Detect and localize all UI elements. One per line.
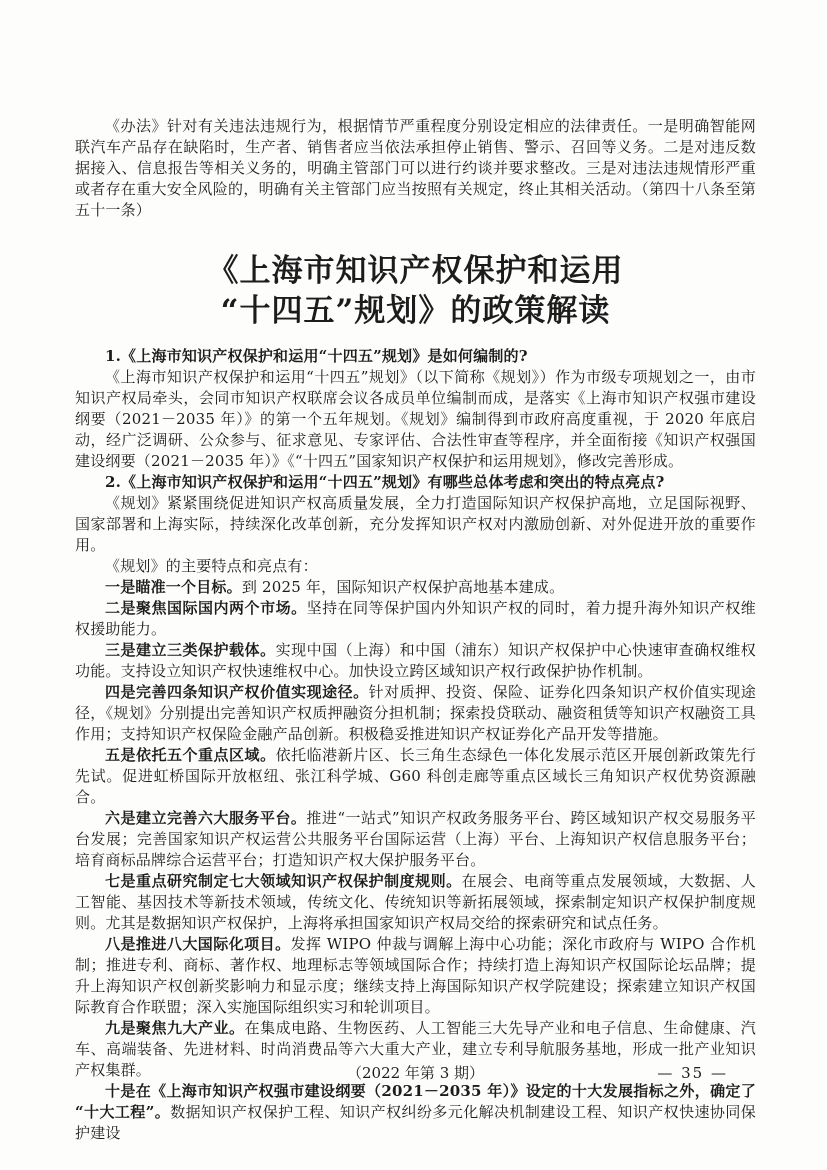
point-6-lead: 六是建立完善六大服务平台。 (105, 809, 307, 827)
point-5-text: 依托临港新片区、长三角生态绿色一体化发展示范区开展创新政策先行先试。促进虹桥国际开放枢纽、张江科学城、G60 科创走廊等重点区域长三角知识产权优势资源融合。 (75, 746, 756, 806)
point-1-lead: 一是瞄准一个目标。 (105, 578, 242, 596)
point-9-text: 在集成电路、生物医药、人工智能三大先导产业和电子信息、生命健康、汽车、高端装备、先进材料、时尚消费品等六大重大产业，建立专利导航服务基地，形成一批产业知识产权集群。 (75, 1019, 756, 1079)
point-9-lead: 九是聚焦九大产业。 (105, 1019, 245, 1037)
point-10 (75, 1081, 756, 1144)
point-3 (75, 640, 756, 682)
page-footer (75, 1063, 756, 1084)
point-1-text: 到 2025 年，国际知识产权保护高地基本建成。 (241, 578, 565, 596)
article-title-line-1: 《上海市知识产权保护和运用 (207, 253, 624, 289)
question-2-heading: 2.《上海市知识产权保护和运用“十四五”规划》有哪些总体考虑和突出的特点亮点? (105, 473, 665, 491)
point-3-text: 实现中国（上海）和中国（浦东）知识产权保护中心快速审查确权维权功能。支持设立知识产权快速维权中心。加快设立跨区域知识产权行政保护协作机制。 (75, 641, 756, 680)
highlights-intro: 《规划》的主要特点和亮点有： (105, 557, 318, 575)
point-8-lead: 八是推进八大国际化项目。 (105, 935, 291, 953)
point-1 (75, 577, 756, 598)
point-2-text: 坚持在同等保护国内外知识产权的同时，着力提升海外知识产权维权援助能力。 (75, 599, 756, 638)
page-content (75, 116, 756, 1144)
journal-issue-label: （2022 年第 3 期） (346, 1064, 485, 1082)
point-2-lead: 二是聚焦国际国内两个市场。 (105, 599, 307, 617)
point-4-lead: 四是完善四条知识产权价值实现途径。 (105, 683, 369, 701)
point-3-lead: 三是建立三类保护载体。 (105, 641, 276, 659)
point-10-text: 数据知识产权保护工程、知识产权纠纷多元化解决机制建设工程、知识产权快速协同保护建设 (75, 1103, 756, 1142)
point-5-lead: 五是依托五个重点区域。 (105, 746, 276, 764)
point-7-lead: 七是重点研究制定七大领域知识产权保护制度规则。 (105, 872, 462, 890)
highlight-points-list (75, 577, 756, 1144)
article-title-line-2: “十四五”规划》的政策解读 (220, 293, 611, 329)
point-8-text: 发挥 WIPO 仲裁与调解上海中心功能；深化市政府与 WIPO 合作机制；推进专利、商标、著作权、地理标志等领域国际合作；持续打造上海知识产权国际论坛品牌；提升上海知识产权创新奖影响力和显示度；继续支持上海国际知识产权学院建设；探索建立知识产权国际教育合作联盟；深入实施国际组织实习和轮训项目。 (75, 935, 756, 1016)
point-4 (75, 682, 756, 745)
point-10-lead: 十是在《上海市知识产权强市建设纲要（2021－2035 年）》设定的十大发展指标之外，确定了“十大工程”。 (75, 1082, 756, 1121)
point-4-text: 针对质押、投资、保险、证券化四条知识产权价值实现途径，《规划》分别提出完善知识产权质押融资分担机制；探索投贷联动、融资租赁等知识产权融资工具作用；支持知识产权保险金融产品创新。积极稳妥推进知识产权证券化产品开发等措施。 (75, 683, 756, 743)
point-5 (75, 745, 756, 808)
point-6-text: 推进“一站式”知识产权政务服务平台、跨区域知识产权交易服务平台发展；完善国家知识产权运营公共服务平台国际运营（上海）平台、上海知识产权信息服务平台；培育商标品牌综合运营平台；打造知识产权大保护服务平台。 (75, 809, 757, 869)
question-1-answer: 《上海市知识产权保护和运用“十四五”规划》（以下简称《规划》）作为市级专项规划之一，由市知识产权局牵头，会同市知识产权联席会议各成员单位编制而成，是落实《上海市知识产权强市建设纲要（2021－2035 年）》的第一个五年规划。《规划》编制得到市政府高度重视，于 2020 年底启动，经广泛调研、公众参与、征求意见、专家评估、合法性审查等程序，并全面衔接《知识产权强国建设纲要（2021－2035 年）》《“十四五”国家知识产权保护和运用规划》，修改完善形成。 (75, 368, 756, 470)
point-2 (75, 598, 756, 640)
point-8 (75, 934, 756, 1018)
previous-article-closing-paragraph: 《办法》针对有关违法违规行为，根据情节严重程度分别设定相应的法律责任。一是明确智能网联汽车产品存在缺陷时，生产者、销售者应当依法承担停止销售、警示、召回等义务。二是对违反数据接入、信息报告等相关义务的，明确主管部门可以进行约谈并要求整改。三是对违法违规情形严重或者存在重大安全风险的，明确有关主管部门应当按照有关规定，终止其相关活动。（第四十八条至第五十一条） (75, 117, 756, 219)
question-1-heading: 1.《上海市知识产权保护和运用“十四五”规划》是如何编制的? (105, 347, 528, 365)
point-6 (75, 808, 756, 871)
question-2-answer: 《规划》紧紧围绕促进知识产权高质量发展，全力打造国际知识产权保护高地，立足国际视野、国家部署和上海实际，持续深化改革创新，充分发挥知识产权对内激励创新、对外促进开放的重要作用。 (75, 494, 756, 554)
point-7 (75, 871, 756, 934)
point-7-text: 在展会、电商等重点发展领域，大数据、人工智能、基因技术等新技术领域，传统文化、传统知识等新拓展领域，探索制定知识产权保护制度规则。尤其是数据知识产权保护，上海将承担国家知识产权局交给的探索研究和试点任务。 (75, 872, 756, 932)
page-number: — 35 — (657, 1064, 728, 1082)
article-title (75, 251, 756, 331)
